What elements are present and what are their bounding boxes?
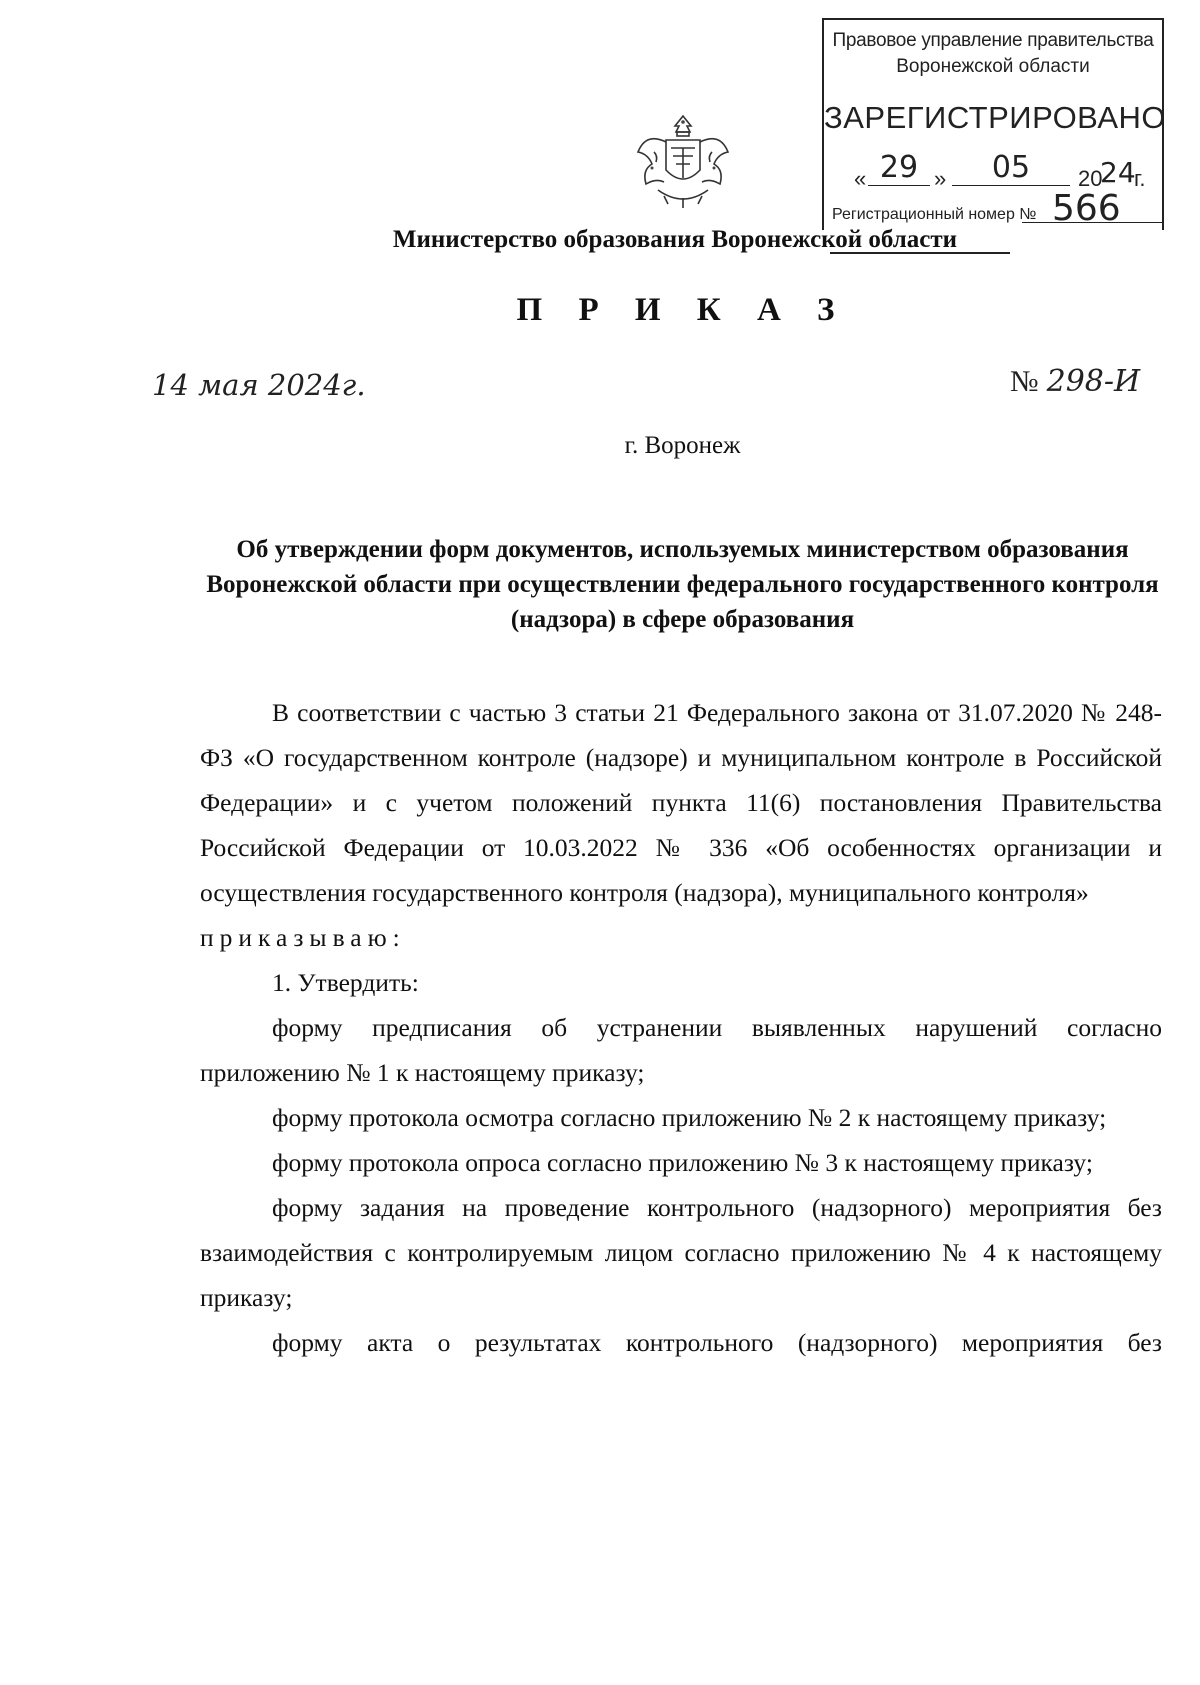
preamble-paragraph: В соответствии с частью 3 статьи 21 Федерального закона от 31.07.2020 № 248-ФЗ «О государственном контроле (надзоре) и муниципальном контроле в Российской Федерации» и с учетом положений пункта 11(6) постановления Правительства Российской Федерации от 10.03.2022 № 336 «Об особенностях организации и осуществления государственного контроля (надзора), муниципального контроля» — [200, 698, 1162, 907]
document-title: П Р И К А З — [516, 292, 849, 328]
order-number-value: 298-И — [1046, 364, 1141, 399]
order-body — [200, 690, 1162, 1365]
form-paragraph-5: форму акта о результатах контрольного (надзорного) мероприятия без — [272, 1328, 1162, 1357]
order-number — [1010, 364, 1140, 399]
stamp-year: 24 — [1100, 156, 1136, 189]
order-number-label: № — [1010, 365, 1039, 398]
stamp-authority-line1: Правовое управление правительства — [832, 30, 1154, 51]
stamp-day: 29 — [868, 150, 930, 186]
stamp-reg-number-label: Регистрационный номер № — [832, 206, 1037, 223]
stamp-overlap-line — [830, 252, 1010, 254]
registration-stamp — [822, 18, 1167, 230]
ministry-name: Министерство образования Воронежской области — [392, 226, 958, 253]
coat-of-arms-icon — [628, 112, 738, 212]
stamp-year-prefix: 20 — [1078, 166, 1103, 191]
stamp-year-suffix: г. — [1134, 166, 1146, 191]
form-paragraph-1: форму предписания об устранении выявленных нарушений согласно приложению № 1 к настоящему приказу; — [200, 1013, 1162, 1087]
stamp-month: 05 — [952, 150, 1070, 186]
form-paragraph-4: форму задания на проведение контрольного (надзорного) мероприятия без взаимодействия с контролируемым лицом согласно приложению № 4 к настоящему приказу; — [200, 1193, 1162, 1312]
form-paragraph-2: форму протокола осмотра согласно приложению № 2 к настоящему приказу; — [272, 1103, 1107, 1132]
city: г. Воронеж — [624, 432, 741, 459]
handwritten-date: 14 мая 2024г. — [152, 368, 366, 402]
item-1: 1. Утвердить: — [272, 968, 419, 997]
stamp-authority-line2: Воронежской области — [896, 56, 1090, 77]
stamp-registered-label: ЗАРЕГИСТРИРОВАНО — [824, 100, 1167, 135]
stamp-reg-number: 566 — [1052, 188, 1121, 229]
stamp-quote-open: « — [854, 166, 867, 191]
order-subject: Об утверждении форм документов, используемых министерством образования Воронежской области при осуществлении федерального государственного контроля (надзора) в сфере образования — [206, 536, 1159, 633]
form-paragraph-3: форму протокола опроса согласно приложению № 3 к настоящему приказу; — [272, 1148, 1093, 1177]
order-word: приказываю: — [200, 923, 406, 952]
stamp-quote-close: » — [934, 166, 947, 191]
